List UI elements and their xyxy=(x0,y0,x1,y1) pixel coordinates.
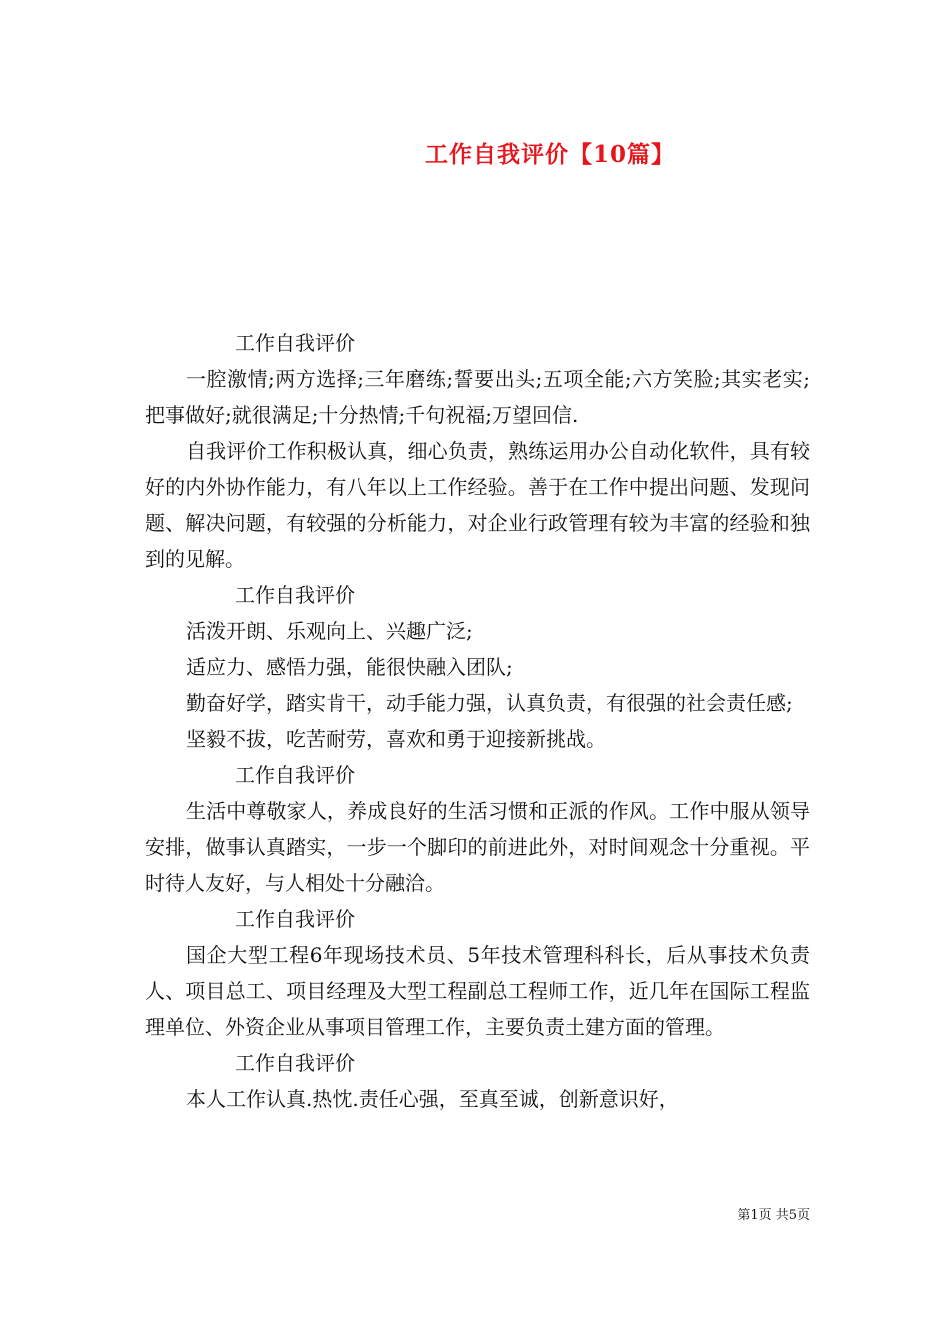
body-paragraph: 适应力、感悟力强，能很快融入团队; xyxy=(186,655,513,679)
section-heading: 工作自我评价 xyxy=(235,763,355,787)
section-heading: 工作自我评价 xyxy=(235,331,355,355)
body-paragraph: 生活中尊敬家人，养成良好的生活习惯和正派的作风。工作中服从领导安排，做事认真踏实，一步一个脚印的前进此外，对时间观念十分重视。平时待人友好，与人相处十分融洽。 xyxy=(145,799,810,895)
body-paragraph: 国企大型工程6年现场技术员、5年技术管理科科长，后从事技术负责人、项目总工、项目经理及大型工程副总工程师工作，近几年在国际工程监理单位、外资企业从事项目管理工作，主要负责土建方面的管理。 xyxy=(145,943,810,1039)
section-heading: 工作自我评价 xyxy=(235,1051,355,1075)
body-paragraph: 坚毅不拔，吃苦耐劳，喜欢和勇于迎接新挑战。 xyxy=(186,727,606,751)
body-paragraph: 一腔激情;两方选择;三年磨练;誓要出头;五项全能;六方笑脸;其实老实;把事做好;就很满足;十分热情;千句祝福;万望回信. xyxy=(145,367,810,427)
body-paragraph: 自我评价工作积极认真，细心负责，熟练运用办公自动化软件，具有较好的内外协作能力，有八年以上工作经验。善于在工作中提出问题、发现问题、解决问题，有较强的分析能力，对企业行政管理有较为丰富的经验和独到的见解。 xyxy=(145,439,810,571)
body-paragraph: 本人工作认真.热忱.责任心强，至真至诚，创新意识好， xyxy=(186,1087,679,1111)
body-paragraph: 勤奋好学，踏实肯干，动手能力强，认真负责，有很强的社会责任感; xyxy=(186,691,793,715)
page-indicator: 第1页 共5页 xyxy=(737,1208,810,1223)
body-paragraph: 活泼开朗、乐观向上、兴趣广泛; xyxy=(186,619,473,643)
document-title: 工作自我评价【10篇】 xyxy=(424,141,675,168)
section-heading: 工作自我评价 xyxy=(235,583,355,607)
section-heading: 工作自我评价 xyxy=(235,907,355,931)
document-body xyxy=(145,325,810,1117)
